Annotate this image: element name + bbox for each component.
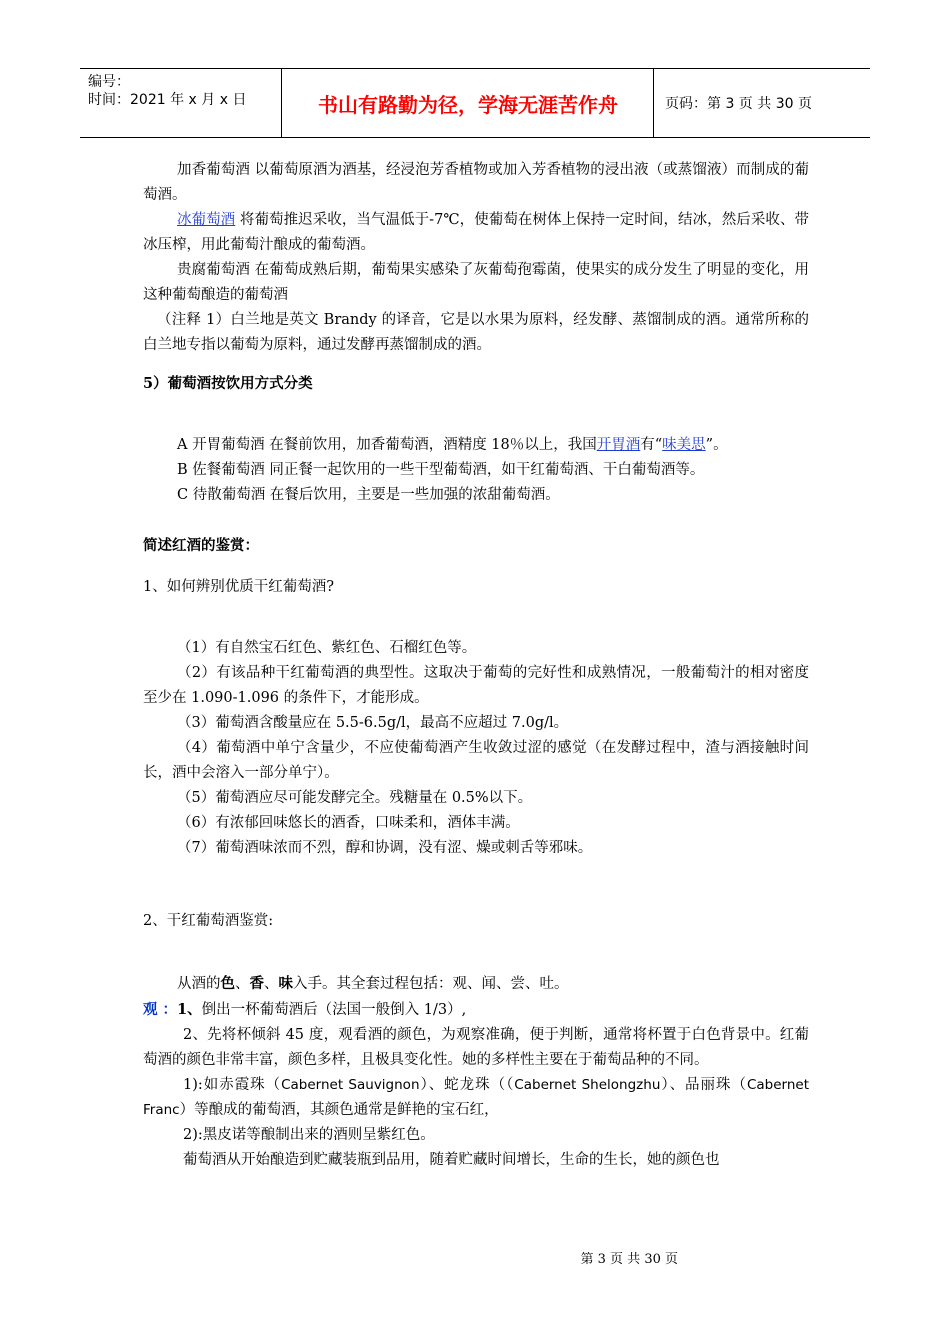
question-1: 1、如何辨别优质干红葡萄酒? [143, 579, 334, 595]
paragraph-observe [143, 997, 809, 1023]
grape-name: Cabernet Sauvignon [281, 1077, 420, 1093]
paragraph-text: 入手。其全套过程包括：观、闻、尝、吐。 [293, 976, 569, 992]
paragraph-sub-1 [143, 1073, 809, 1123]
paragraph-step-2: 2、先将杯倾斜 45 度，观看酒的颜色，为观察准确，便于判断，通常将杯置于白色背景中。红葡萄酒的颜色非常丰富，颜色多样，且极具变化性。她的多样性主要在于葡萄品种的不同。 [143, 1027, 809, 1068]
paragraph-from-color [143, 971, 809, 997]
term: 加香葡萄酒 [177, 162, 250, 178]
vermouth-link[interactable]: 味美思 [662, 437, 706, 453]
paragraph-ice-wine [143, 208, 809, 258]
list-item: （5）葡萄酒应尽可能发酵完全。残糖量在 0.5%以下。 [177, 790, 533, 806]
date-label: 时间：2021 年 x 月 x 日 [88, 92, 247, 108]
footer-page-number: 第 3 页 共 30 页 [580, 1252, 678, 1267]
bold-term: 色 [220, 975, 235, 992]
paragraph-text: 从酒的 [177, 976, 221, 992]
page-header [80, 68, 870, 138]
paragraph-text: ”。 [705, 437, 728, 453]
number-label: 编号： [88, 74, 130, 90]
paragraph-aromatized-wine [143, 158, 809, 208]
paragraph-text: 将葡萄推迟采收，当气温低于-7℃，使葡萄在树体上保持一定时间，结冰，然后采收、带冰压榨，用此葡萄汁酿成的葡萄酒。 [143, 212, 810, 253]
paragraph-text: 在葡萄成熟后期，葡萄果实感染了灰葡萄孢霉菌，使果实的成分发生了明显的变化，用这种葡萄酿造的葡萄酒 [143, 262, 809, 303]
list-item: （3）葡萄酒含酸量应在 5.5-6.5g/l，最高不应超过 7.0g/l。 [177, 715, 569, 731]
paragraph-b: B 佐餐葡萄酒 同正餐一起饮用的一些干型葡萄酒，如干红葡萄酒、干白葡萄酒等。 [177, 462, 705, 478]
paragraph-note-1: （注释 1）白兰地是英文 Brandy 的译音，它是以水果为原料，经发酵、蒸馏制成的酒。通常所称的白兰地专指以葡萄为原料，通过发酵再蒸馏制成的酒。 [143, 312, 809, 353]
list-item: （4）葡萄酒中单宁含量少，不应使葡萄酒产生收敛过涩的感觉（在发酵过程中，渣与酒接触时间长，酒中会溶入一部分单宁）。 [143, 740, 809, 781]
step-number: 1、 [177, 1001, 202, 1018]
paragraph-c: C 待散葡萄酒 在餐后饮用，主要是一些加强的浓甜葡萄酒。 [177, 487, 560, 503]
section-5-title: 5）葡萄酒按饮用方式分类 [143, 375, 313, 392]
grape-name: Cabernet Franc [143, 1077, 809, 1118]
page-footer [0, 1248, 950, 1267]
aperitif-link[interactable]: 开胃酒 [596, 437, 641, 453]
paragraph-text: 、 [235, 976, 250, 992]
observe-label: 观 ： [143, 1001, 178, 1018]
header-meta [80, 69, 282, 137]
paragraph-last: 葡萄酒从开始酿造到贮藏装瓶到品用，随着贮藏时间增长，生命的生长，她的颜色也 [183, 1152, 720, 1168]
paragraph-text: 以葡萄原酒为酒基，经浸泡芳香植物或加入芳香植物的浸出液（或蒸馏液）而制成的葡萄酒。 [143, 162, 809, 203]
paragraph-text: 1):如赤霞珠（ [183, 1077, 282, 1093]
header-motto: 书山有路勤为径，学海无涯苦作舟 [283, 69, 654, 137]
paragraph-text: ）、品丽珠（ [660, 1077, 747, 1093]
list-item: （2）有该品种干红葡萄酒的典型性。这取决于葡萄的完好性和成熟情况，一般葡萄汁的相对密度至少在 1.090-1.096 的条件下，才能形成。 [143, 665, 809, 706]
paragraph-noble-rot-wine [143, 258, 809, 308]
bold-term: 味 [278, 975, 293, 992]
paragraph-text: 、 [264, 976, 279, 992]
quality-criteria-list [143, 636, 809, 861]
list-item: （6）有浓郁回味悠长的酒香，口味柔和，酒体丰满。 [177, 815, 520, 831]
header-page-info: 页码：第 3 页 共 30 页 [665, 96, 812, 112]
paragraph-text: ）等酿成的葡萄酒，其颜色通常是鲜艳的宝石红， [179, 1102, 499, 1118]
grape-name: Cabernet Shelongzhu [514, 1077, 661, 1093]
paragraph-text: 有“ [640, 437, 663, 453]
bold-term: 香 [249, 975, 264, 992]
paragraph-text: ）、蛇龙珠（（ [419, 1077, 515, 1093]
paragraph-a [143, 433, 809, 458]
paragraph-sub-2: 2):黑皮诺等酿制出来的酒则呈紫红色。 [183, 1127, 435, 1143]
document-body [143, 158, 809, 1173]
paragraph-text: 倒出一杯葡萄酒后（法国一般倒入 1/3）, [201, 1002, 467, 1018]
term: 贵腐葡萄酒 [177, 262, 250, 278]
question-2: 2、干红葡萄酒鉴赏: [143, 913, 274, 929]
list-item: （1）有自然宝石红色、紫红色、石榴红色等。 [177, 640, 477, 656]
ice-wine-link[interactable]: 冰葡萄酒 [177, 212, 236, 228]
paragraph-text: A 开胃葡萄酒 在餐前饮用，加香葡萄酒，酒精度 18％以上，我国 [177, 437, 597, 453]
appreciation-title: 简述红酒的鉴赏： [143, 537, 259, 554]
list-item: （7）葡萄酒味浓而不烈，醇和协调，没有涩、燥或刺舌等邪味。 [177, 840, 593, 856]
